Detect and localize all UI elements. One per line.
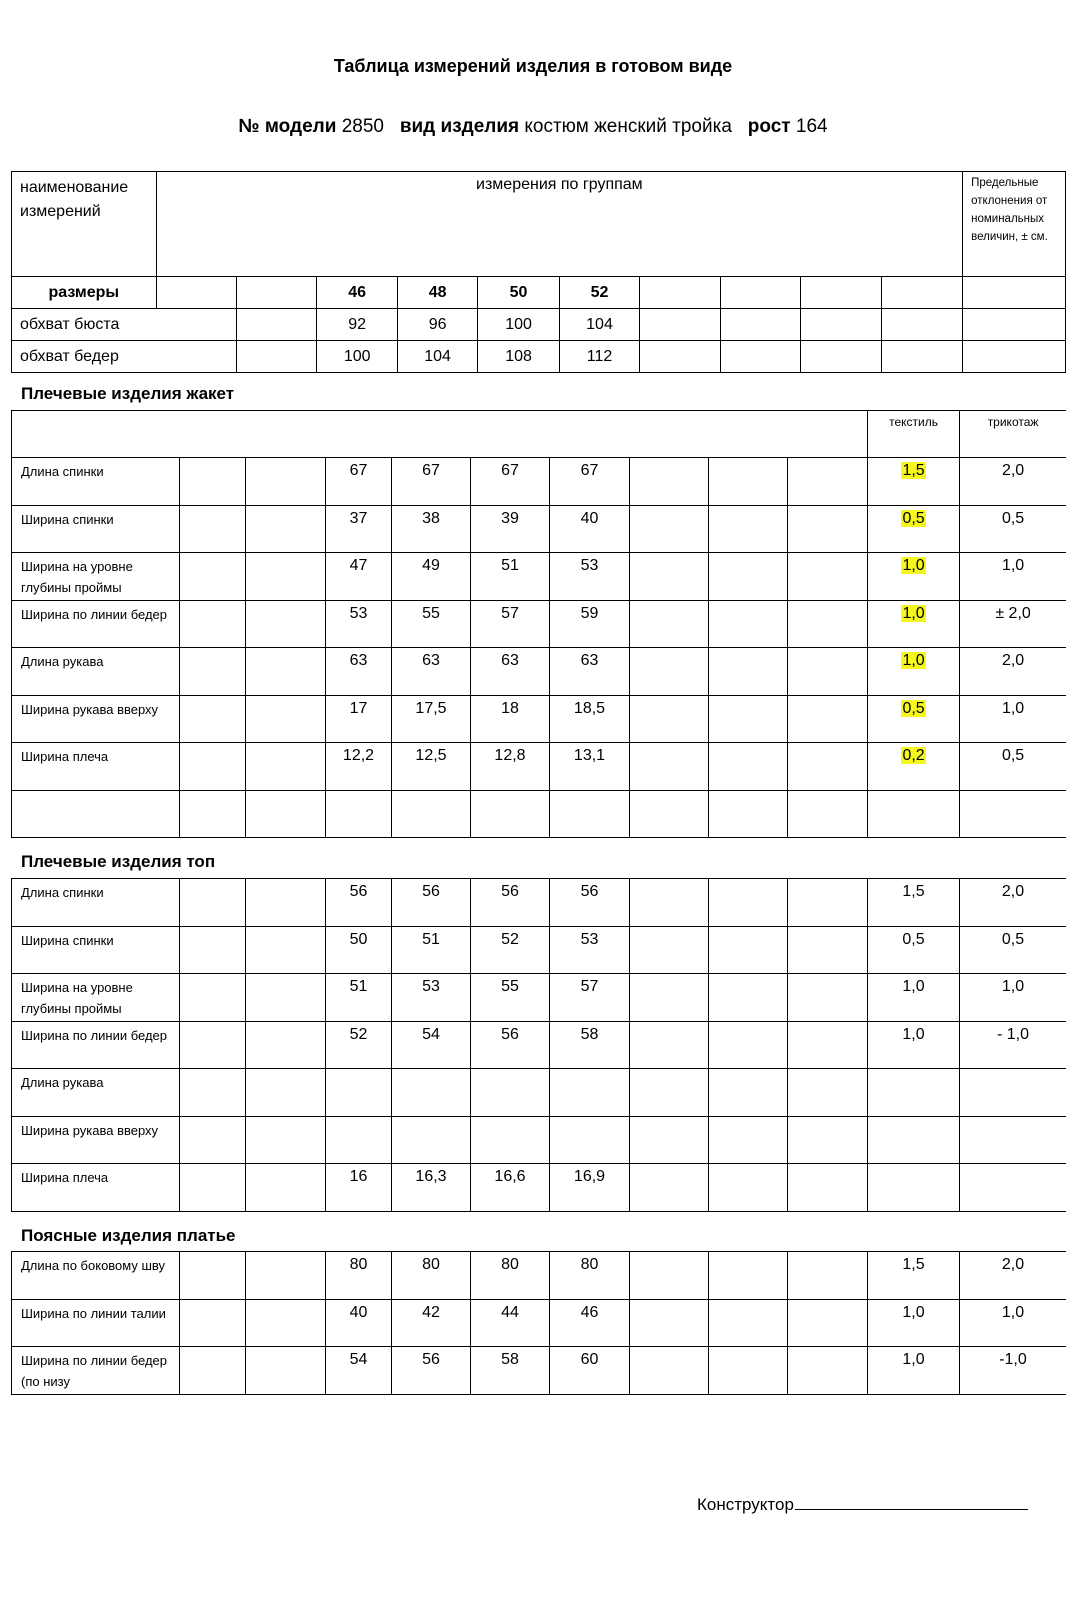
cell-value: 56 bbox=[392, 1347, 471, 1395]
cell-value: 55 bbox=[471, 974, 550, 1022]
row-name: Длина по боковому шву bbox=[12, 1252, 180, 1300]
row-name: Ширина рукава вверху bbox=[12, 1116, 180, 1164]
textile-tolerance: 1,0 bbox=[868, 600, 960, 648]
cell-value: 63 bbox=[550, 648, 630, 696]
height-value: 164 bbox=[795, 116, 828, 137]
signature-label: Конструктор bbox=[697, 1495, 794, 1514]
section-title-jacket: Плечевые изделия жакет bbox=[21, 384, 235, 403]
cell-value bbox=[471, 1116, 550, 1164]
knit-tolerance bbox=[960, 1069, 1066, 1117]
cell-value: 18,5 bbox=[550, 695, 630, 743]
textile-tolerance: 1,0 bbox=[868, 1347, 960, 1395]
cell-value: 16 bbox=[326, 1164, 392, 1212]
product-type-label: вид изделия bbox=[399, 116, 520, 137]
knit-header: трикотаж bbox=[960, 411, 1066, 458]
cell-value: 80 bbox=[326, 1252, 392, 1300]
cell-value: 12,5 bbox=[392, 743, 471, 791]
textile-tolerance: 1,0 bbox=[868, 974, 960, 1022]
cell-value: 96 bbox=[397, 309, 477, 341]
row-name: Длина спинки bbox=[12, 879, 180, 927]
cell-value: 53 bbox=[326, 600, 392, 648]
size-50: 50 bbox=[478, 277, 559, 309]
row-name: Ширина по линии бедер (по низу bbox=[12, 1347, 180, 1395]
cell-value: 53 bbox=[392, 974, 471, 1022]
cell-value: 63 bbox=[392, 648, 471, 696]
cell-value: 51 bbox=[326, 974, 392, 1022]
size-48: 48 bbox=[397, 277, 477, 309]
table-row bbox=[12, 1299, 1066, 1347]
table-row bbox=[12, 974, 1066, 1022]
textile-tolerance: 1,0 bbox=[868, 553, 960, 601]
table-row bbox=[12, 458, 1066, 506]
textile-tolerance: 1,5 bbox=[868, 1252, 960, 1300]
cell-value bbox=[392, 1116, 471, 1164]
table-row bbox=[12, 1347, 1066, 1395]
row-name: Длина рукава bbox=[12, 1069, 180, 1117]
row-name: обхват бюста bbox=[12, 309, 237, 341]
row-name: обхват бедер bbox=[12, 341, 237, 373]
cell-value bbox=[326, 790, 392, 838]
knit-tolerance: 1,0 bbox=[960, 1299, 1066, 1347]
cell-value: 46 bbox=[550, 1299, 630, 1347]
cell-value: 18 bbox=[471, 695, 550, 743]
table-row bbox=[12, 309, 1066, 341]
cell-value: 104 bbox=[397, 341, 477, 373]
textile-tolerance: 0,5 bbox=[868, 505, 960, 553]
cell-value: 112 bbox=[559, 341, 639, 373]
table-row bbox=[12, 1252, 1066, 1300]
cell-value: 58 bbox=[550, 1021, 630, 1069]
document-title: Таблица измерений изделия в готовом виде bbox=[333, 56, 733, 76]
row-name: Длина спинки bbox=[12, 458, 180, 506]
textile-tolerance bbox=[868, 1164, 960, 1212]
row-name: Ширина по линии талии bbox=[12, 1299, 180, 1347]
cell-value: 57 bbox=[471, 600, 550, 648]
knit-tolerance: ± 2,0 bbox=[960, 600, 1066, 648]
cell-value: 55 bbox=[392, 600, 471, 648]
cell-value: 51 bbox=[392, 926, 471, 974]
cell-value: 92 bbox=[317, 309, 397, 341]
table-row bbox=[12, 1164, 1066, 1212]
table-row bbox=[12, 648, 1066, 696]
groups-header: измерения по группам bbox=[156, 172, 963, 277]
top-table bbox=[11, 878, 1066, 1212]
knit-tolerance bbox=[960, 1164, 1066, 1212]
cell-value: 100 bbox=[317, 341, 397, 373]
cell-value bbox=[326, 1069, 392, 1117]
cell-value: 50 bbox=[326, 926, 392, 974]
product-type: костюм женский тройка bbox=[524, 116, 732, 137]
knit-tolerance: 2,0 bbox=[960, 1252, 1066, 1300]
textile-tolerance: 1,0 bbox=[868, 1021, 960, 1069]
cell-value: 80 bbox=[392, 1252, 471, 1300]
knit-tolerance: 0,5 bbox=[960, 926, 1066, 974]
textile-tolerance: 1,5 bbox=[868, 879, 960, 927]
cell-value: 40 bbox=[326, 1299, 392, 1347]
size-46: 46 bbox=[317, 277, 397, 309]
cell-value: 13,1 bbox=[550, 743, 630, 791]
cell-value: 52 bbox=[326, 1021, 392, 1069]
table-row bbox=[12, 1116, 1066, 1164]
table-row bbox=[12, 553, 1066, 601]
cell-value: 51 bbox=[471, 553, 550, 601]
dress-table bbox=[11, 1251, 1066, 1395]
cell-value bbox=[392, 790, 471, 838]
cell-value: 67 bbox=[550, 458, 630, 506]
section-title-top: Плечевые изделия топ bbox=[21, 852, 216, 871]
table-row bbox=[12, 743, 1066, 791]
knit-tolerance: -1,0 bbox=[960, 1347, 1066, 1395]
size-header-table bbox=[11, 171, 1066, 373]
table-row bbox=[12, 695, 1066, 743]
cell-value: 108 bbox=[478, 341, 559, 373]
table-row bbox=[12, 879, 1066, 927]
cell-value: 67 bbox=[326, 458, 392, 506]
textile-tolerance: 0,5 bbox=[868, 926, 960, 974]
knit-tolerance: 1,0 bbox=[960, 695, 1066, 743]
row-name: Ширина спинки bbox=[12, 505, 180, 553]
model-info bbox=[0, 116, 1066, 138]
designer-signature bbox=[697, 1491, 1028, 1515]
cell-value: 104 bbox=[559, 309, 639, 341]
cell-value: 49 bbox=[392, 553, 471, 601]
cell-value: 12,8 bbox=[471, 743, 550, 791]
knit-tolerance: 2,0 bbox=[960, 879, 1066, 927]
cell-value: 59 bbox=[550, 600, 630, 648]
cell-value bbox=[326, 1116, 392, 1164]
cell-value: 42 bbox=[392, 1299, 471, 1347]
cell-value: 16,9 bbox=[550, 1164, 630, 1212]
cell-value: 54 bbox=[392, 1021, 471, 1069]
row-name: Ширина плеча bbox=[12, 743, 180, 791]
size-52: 52 bbox=[559, 277, 639, 309]
knit-tolerance bbox=[960, 1116, 1066, 1164]
textile-tolerance: 0,2 bbox=[868, 743, 960, 791]
row-name: Ширина спинки bbox=[12, 926, 180, 974]
cell-value: 63 bbox=[326, 648, 392, 696]
row-name: Ширина по линии бедер bbox=[12, 600, 180, 648]
textile-tolerance: 1,0 bbox=[868, 1299, 960, 1347]
table-row bbox=[12, 790, 1066, 838]
model-number: 2850 bbox=[341, 116, 384, 137]
cell-value: 63 bbox=[471, 648, 550, 696]
cell-value: 56 bbox=[550, 879, 630, 927]
cell-value: 39 bbox=[471, 505, 550, 553]
cell-value: 16,3 bbox=[392, 1164, 471, 1212]
cell-value bbox=[550, 790, 630, 838]
textile-tolerance bbox=[868, 790, 960, 838]
textile-tolerance bbox=[868, 1116, 960, 1164]
row-name: Ширина на уровне глубины проймы bbox=[12, 553, 180, 601]
table-row bbox=[12, 505, 1066, 553]
cell-value: 44 bbox=[471, 1299, 550, 1347]
cell-value: 12,2 bbox=[326, 743, 392, 791]
textile-header: текстиль bbox=[868, 411, 960, 458]
table-row bbox=[12, 1069, 1066, 1117]
row-name: Ширина по линии бедер bbox=[12, 1021, 180, 1069]
jacket-table bbox=[11, 410, 1066, 838]
cell-value: 56 bbox=[471, 1021, 550, 1069]
cell-value: 40 bbox=[550, 505, 630, 553]
cell-value: 16,6 bbox=[471, 1164, 550, 1212]
section-title-dress: Поясные изделия платье bbox=[21, 1226, 236, 1245]
row-name: Длина рукава bbox=[12, 648, 180, 696]
cell-value: 56 bbox=[471, 879, 550, 927]
knit-tolerance: 0,5 bbox=[960, 743, 1066, 791]
cell-value: 58 bbox=[471, 1347, 550, 1395]
knit-tolerance: - 1,0 bbox=[960, 1021, 1066, 1069]
knit-tolerance: 2,0 bbox=[960, 648, 1066, 696]
textile-tolerance: 1,0 bbox=[868, 648, 960, 696]
height-label: рост bbox=[747, 116, 791, 137]
cell-value bbox=[392, 1069, 471, 1117]
knit-tolerance: 1,0 bbox=[960, 974, 1066, 1022]
cell-value: 47 bbox=[326, 553, 392, 601]
measurement-name-header: наименование измерений bbox=[12, 172, 157, 277]
cell-value: 56 bbox=[392, 879, 471, 927]
cell-value: 60 bbox=[550, 1347, 630, 1395]
sizes-label: размеры bbox=[12, 277, 157, 309]
knit-tolerance: 0,5 bbox=[960, 505, 1066, 553]
cell-value: 57 bbox=[550, 974, 630, 1022]
cell-value: 37 bbox=[326, 505, 392, 553]
cell-value: 53 bbox=[550, 553, 630, 601]
table-row bbox=[12, 600, 1066, 648]
deviation-header: Предельные отклонения от номинальных величин, ± см. bbox=[963, 172, 1066, 277]
cell-value: 56 bbox=[326, 879, 392, 927]
knit-tolerance: 2,0 bbox=[960, 458, 1066, 506]
cell-value: 54 bbox=[326, 1347, 392, 1395]
cell-value: 53 bbox=[550, 926, 630, 974]
cell-value bbox=[550, 1116, 630, 1164]
model-label: № модели bbox=[238, 116, 337, 137]
cell-value: 100 bbox=[478, 309, 559, 341]
cell-value bbox=[550, 1069, 630, 1117]
signature-line bbox=[795, 1491, 1028, 1510]
cell-value: 67 bbox=[392, 458, 471, 506]
cell-value: 80 bbox=[550, 1252, 630, 1300]
cell-value: 80 bbox=[471, 1252, 550, 1300]
cell-value: 67 bbox=[471, 458, 550, 506]
cell-value: 17 bbox=[326, 695, 392, 743]
cell-value: 17,5 bbox=[392, 695, 471, 743]
row-name: Ширина рукава вверху bbox=[12, 695, 180, 743]
table-row bbox=[12, 1021, 1066, 1069]
textile-tolerance bbox=[868, 1069, 960, 1117]
cell-value: 52 bbox=[471, 926, 550, 974]
textile-tolerance: 0,5 bbox=[868, 695, 960, 743]
row-name: Ширина плеча bbox=[12, 1164, 180, 1212]
knit-tolerance: 1,0 bbox=[960, 553, 1066, 601]
knit-tolerance bbox=[960, 790, 1066, 838]
cell-value: 38 bbox=[392, 505, 471, 553]
textile-tolerance: 1,5 bbox=[868, 458, 960, 506]
table-row bbox=[12, 926, 1066, 974]
row-name: Ширина на уровне глубины проймы bbox=[12, 974, 180, 1022]
row-name bbox=[12, 790, 180, 838]
cell-value bbox=[471, 790, 550, 838]
table-row bbox=[12, 341, 1066, 373]
cell-value bbox=[471, 1069, 550, 1117]
